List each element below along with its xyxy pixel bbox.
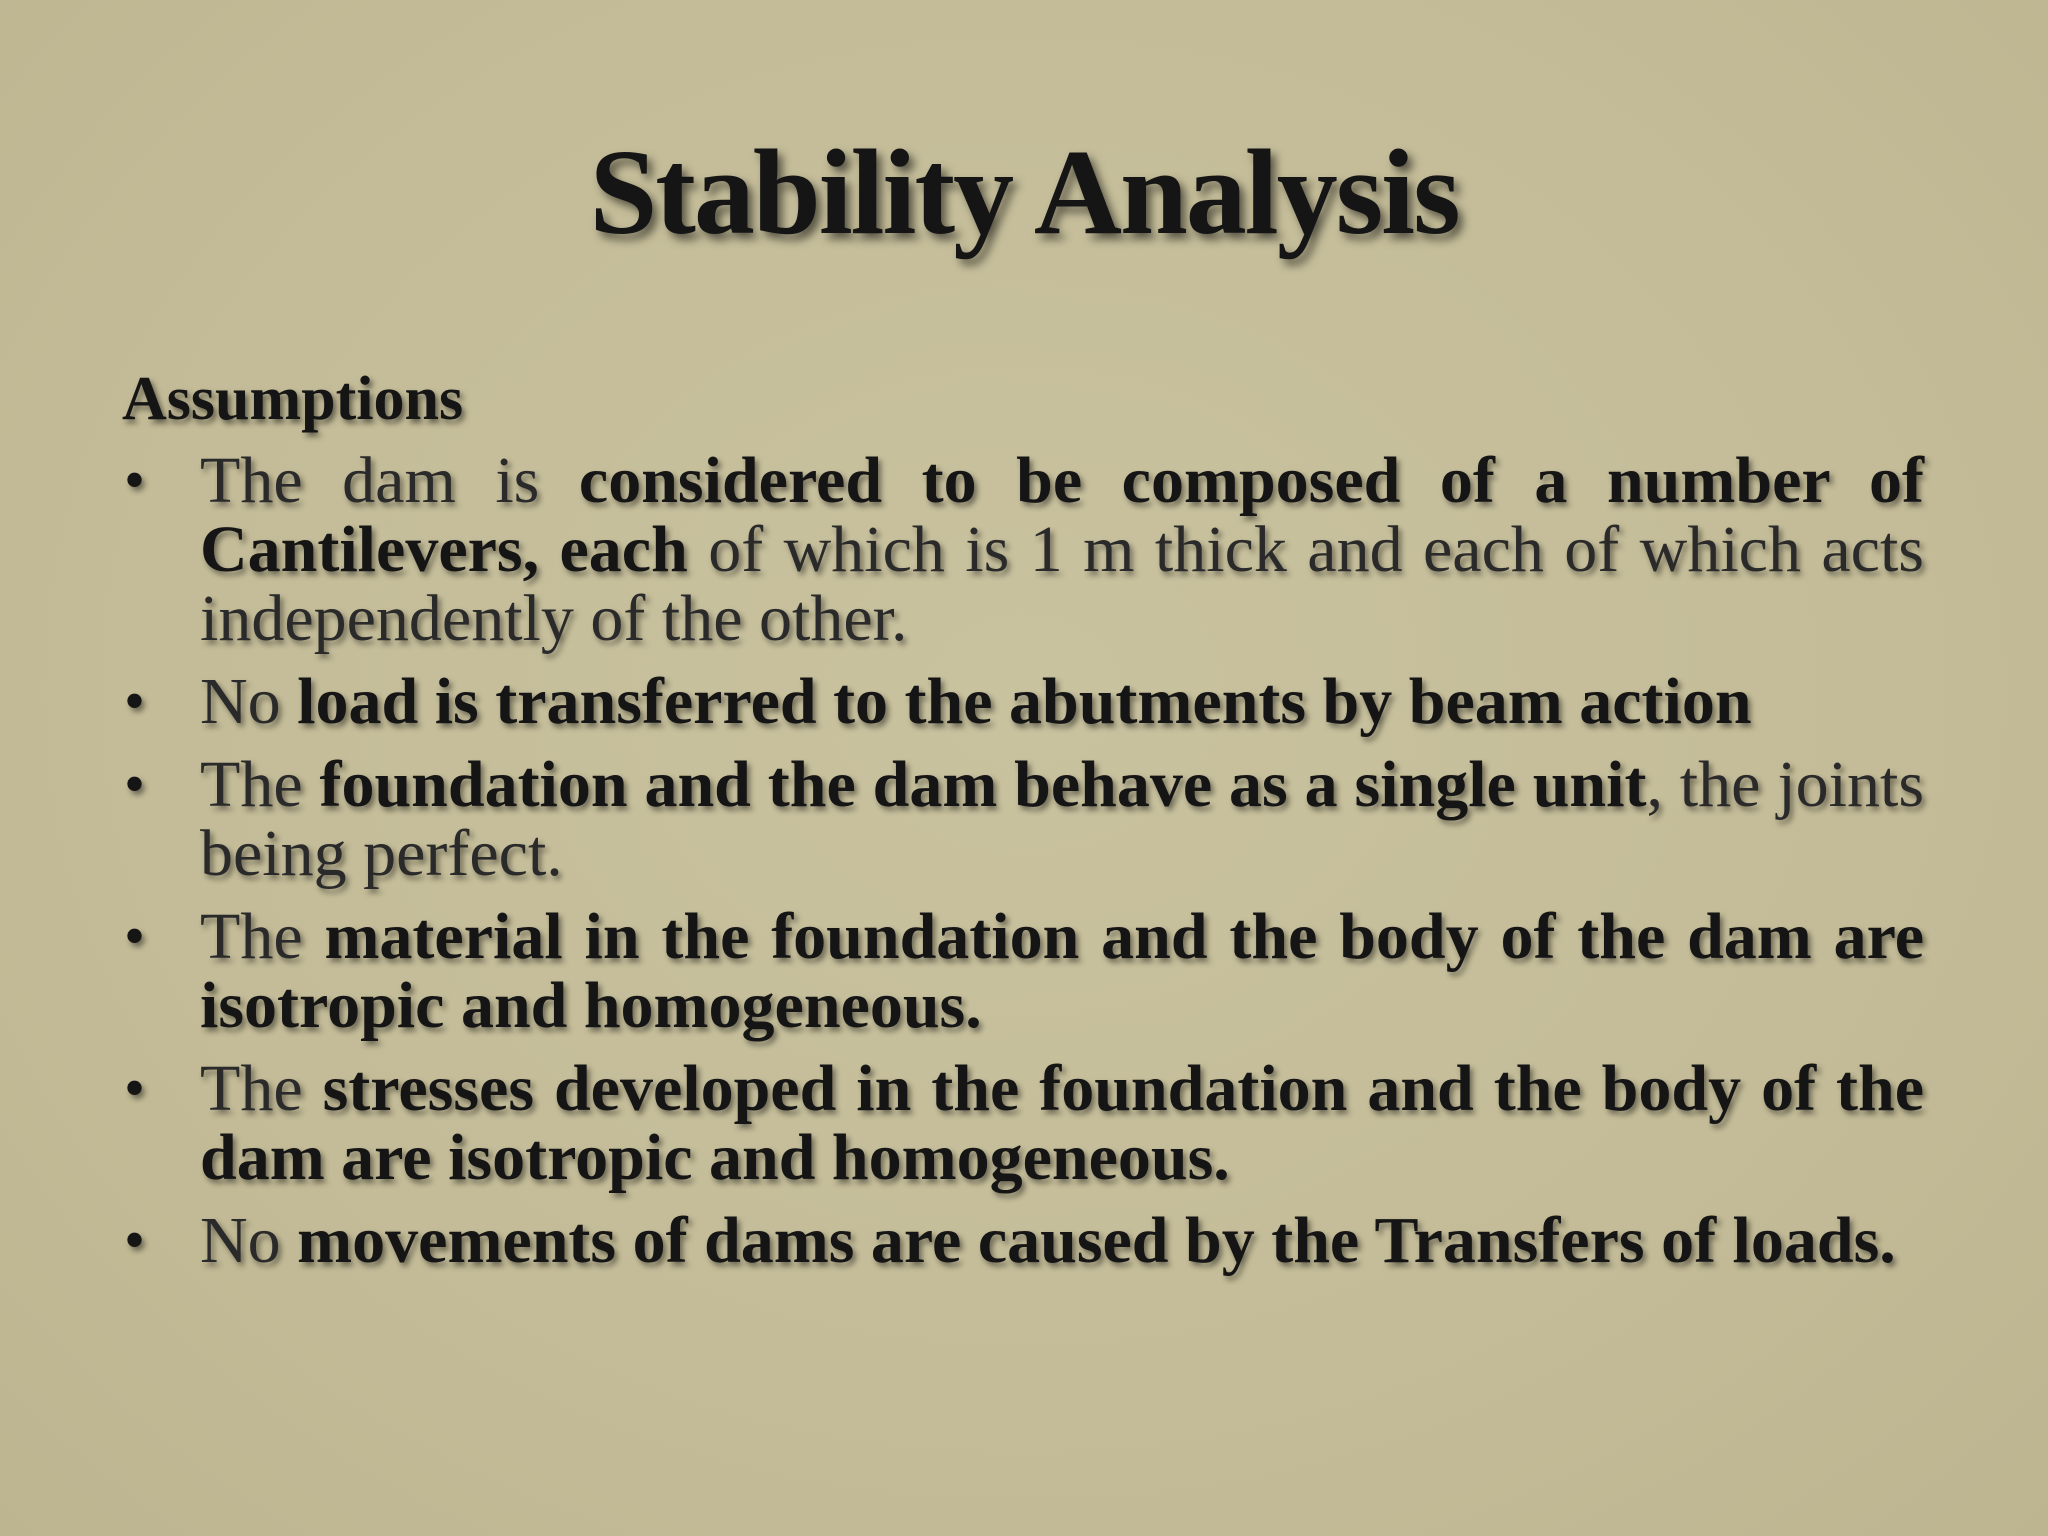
bullet-text-bold: foundation and the dam behave as a single unit <box>319 748 1647 821</box>
bullet-dot-icon: • <box>124 1055 146 1121</box>
assumptions-heading: Assumptions <box>122 365 464 433</box>
bullet-text-bold: movements of dams are caused by the Transfers of loads. <box>297 1204 1896 1277</box>
assumptions-list <box>122 446 1924 1275</box>
bullet-text: The <box>200 1052 323 1125</box>
bullet-dot-icon: • <box>124 751 146 817</box>
bullet-item <box>122 667 1924 736</box>
slide-title: Stability Analysis <box>589 125 1459 260</box>
bullet-item <box>122 446 1924 653</box>
slide-body <box>122 358 1924 1275</box>
bullet-text-bold: stresses developed in the foundation and the body of the dam are isotropic and homogeneous. <box>200 1052 1924 1194</box>
bullet-dot-icon: • <box>124 668 146 734</box>
bullet-text-bold: load is transferred to the abutments by beam action <box>297 665 1752 738</box>
bullet-text: , the joints being perfect. <box>200 748 1925 890</box>
bullet-dot-icon: • <box>124 903 146 969</box>
bullet-text: The <box>200 748 320 821</box>
bullet-text: of which is 1 m thick and each of which acts independently of the other. <box>200 513 1924 655</box>
bullet-dot-icon: • <box>124 447 146 513</box>
bullet-text-bold: material in the foundation and the body of the dam are isotropic and homogeneous. <box>200 900 1925 1042</box>
bullet-item <box>122 902 1924 1040</box>
bullet-text: The dam is <box>200 444 579 517</box>
bullet-dot-icon: • <box>124 1207 146 1273</box>
bullet-text: The <box>200 900 325 973</box>
bullet-item <box>122 1206 1924 1275</box>
bullet-text: No <box>200 1204 298 1277</box>
bullet-text: No <box>200 665 298 738</box>
bullet-item <box>122 1054 1924 1192</box>
bullet-item <box>122 750 1924 888</box>
bullet-text-bold: considered to be composed of a number of Cantilevers, each <box>200 444 1924 586</box>
